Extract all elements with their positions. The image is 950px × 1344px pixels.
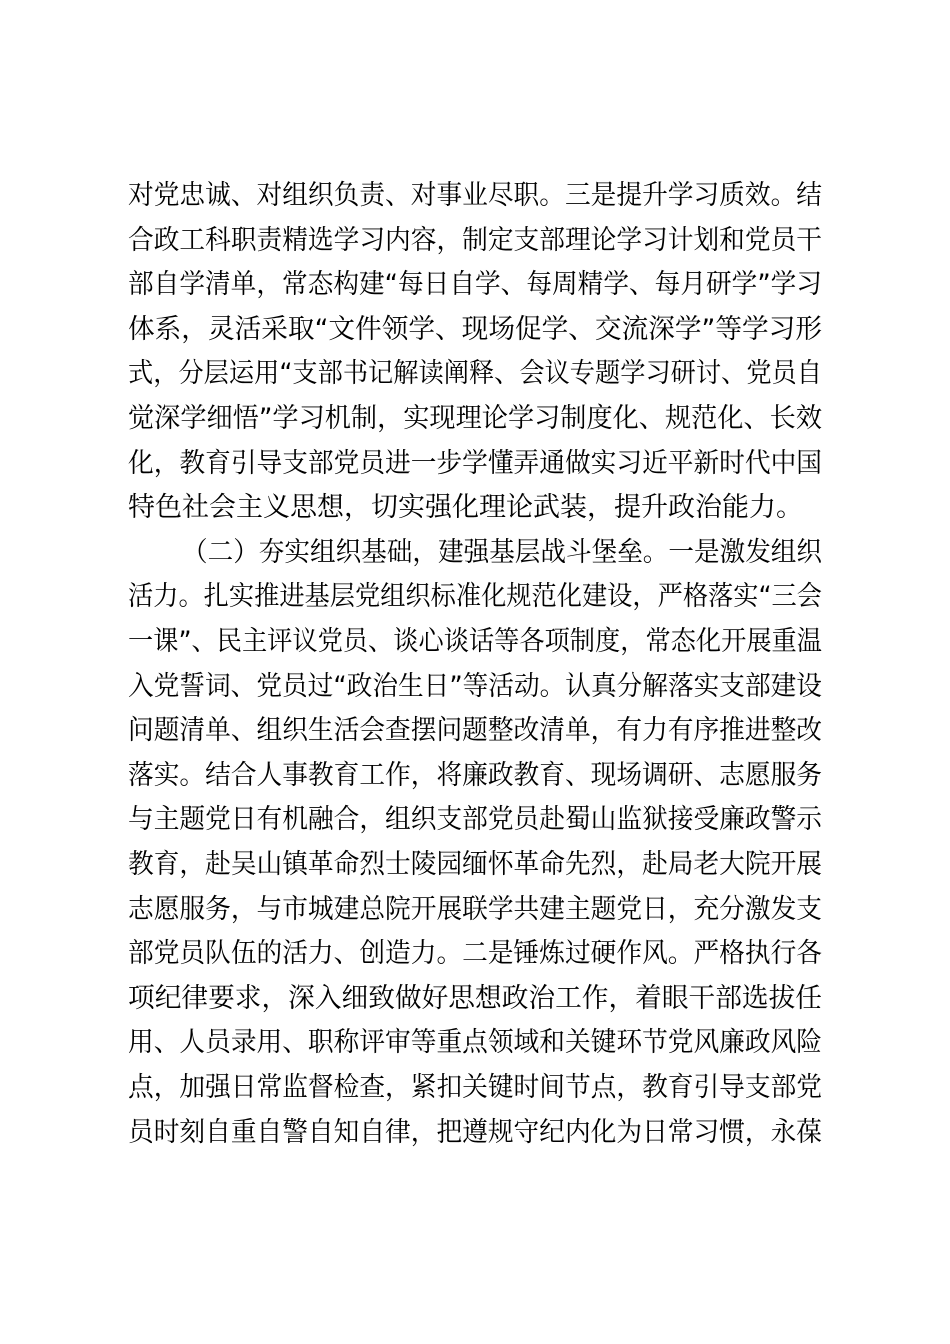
text-line: 入党誓词、党员过“政治生日”等活动。认真分解落实支部建设	[128, 670, 822, 702]
text-line: 活力。扎实推进基层党组织标准化规范化建设，严格落实“三会	[128, 581, 822, 613]
text-line: 式，分层运用“支部书记解读阐释、会议专题学习研讨、党员自	[128, 358, 822, 390]
text-line: 觉深学细悟”学习机制，实现理论学习制度化、规范化、长效	[128, 403, 822, 434]
text-line: 部自学清单，常态构建“每日自学、每周精学、每月研学”学习	[128, 269, 822, 301]
section-heading-line: （二）夯实组织基础，建强基层战斗堡垒。一是激发组织	[182, 536, 822, 568]
text-line: 项纪律要求，深入细致做好思想政治工作，着眼干部选拔任	[128, 982, 822, 1014]
text-line: 点，加强日常监督检查，紧扣关键时间节点，教育引导支部党	[128, 1072, 822, 1103]
text-line: 员时刻自重自警自知自律，把遵规守纪内化为日常习惯，永葆	[128, 1116, 822, 1148]
text-line: 对党忠诚、对组织负责、对事业尽职。三是提升学习质效。结	[128, 180, 822, 211]
text-line: 体系，灵活采取“文件领学、现场促学、交流深学”等学习形	[128, 313, 822, 345]
text-line: 与主题党日有机融合，组织支部党员赴蜀山监狱接受廉政警示	[128, 804, 822, 836]
text-line: 教育，赴吴山镇革命烈士陵园缅怀革命先烈，赴局老大院开展	[128, 849, 822, 880]
text-line: 特色社会主义思想，切实强化理论武装，提升政治能力。	[128, 492, 803, 524]
text-line: 一课”、民主评议党员、谈心谈话等各项制度，常态化开展重温	[128, 626, 822, 657]
text-line: 部党员队伍的活力、创造力。二是锤炼过硬作风。严格执行各	[128, 938, 822, 970]
text-line: 合政工科职责精选学习内容，制定支部理论学习计划和党员干	[128, 224, 822, 256]
text-line: 问题清单、组织生活会查摆问题整改清单，有力有序推进整改	[128, 715, 822, 747]
text-line: 落实。结合人事教育工作，将廉政教育、现场调研、志愿服务	[128, 759, 822, 791]
text-line: 化，教育引导支部党员进一步学懂弄通做实习近平新时代中国	[128, 447, 822, 479]
text-line: 用、人员录用、职称评审等重点领域和关键环节党风廉政风险	[128, 1027, 822, 1059]
text-line: 志愿服务，与市城建总院开展联学共建主题党日，充分激发支	[128, 893, 822, 925]
